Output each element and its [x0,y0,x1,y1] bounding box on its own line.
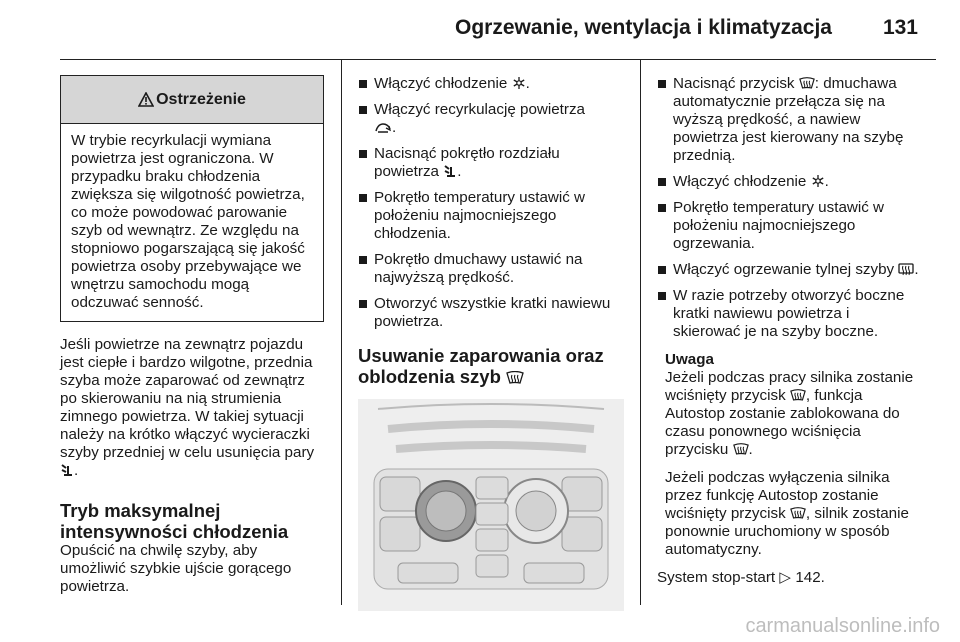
note-paragraph: Jeżeli podczas pracy silnika zostanie wciśnięty przycisk , funkcja Autostop zostanie zablokowana do czasu ponownego wciśnięcia przycisku . [665,369,914,458]
note-paragraph: Jeżeli podczas wyłączenia silnika przez funkcję Autostop zostanie wciśnięty przycisk , silnik zostanie ponownie uruchomiony w sposób automatyczny. [665,469,909,558]
windscreen-defrost-icon [790,507,806,520]
header-rule [60,59,936,60]
windscreen-defrost-icon [733,443,749,456]
list-item: Pokrętło temperatury ustawić w położeniu najmocniejszego chłodzenia. [358,189,626,243]
rear-window-heating-icon [898,263,914,276]
list-item: W razie potrzeby otworzyć boczne kratki nawiewu powietrza i skierować je na szyby boczne. [657,287,919,341]
air-distribution-icon [60,463,74,477]
section-heading: Usuwanie zaparowania oraz oblodzenia szyb [358,345,604,387]
section-heading: Tryb maksymalnej intensywności chłodzenia [60,500,289,542]
list-item: Nacisnąć pokrętło rozdziału powietrza . [358,145,626,181]
list-item: Pokrętło temperatury ustawić w położeniu najmocniejszego ogrzewania. [657,199,919,253]
climate-control-panel-image [358,399,624,611]
bullet-list [657,75,919,341]
column-2 [358,75,626,611]
cross-reference[interactable]: System stop-start ▷ 142. [657,569,825,586]
paragraph: Opuścić na chwilę szyby, aby umożliwić szybkie ujście gorącego powietrza. [60,542,292,595]
list-item: Włączyć chłodzenie . [657,173,919,191]
column-1 [60,75,324,596]
warning-header [61,76,323,124]
air-distribution-icon [443,164,457,178]
note-title: Uwaga [665,351,714,368]
page-header [0,0,960,60]
recirculation-icon [374,122,392,134]
watermark: carmanualsonline.info [745,615,940,637]
column-divider [640,60,641,605]
paragraph: Jeśli powietrze na zewnątrz pojazdu jest ciepłe i bardzo wilgotne, przednia szyba może zaparować od zewnątrz po skierowaniu na nią strumienia zimnego powietrza. W takiej sytuacji należy na krótko włączyć wycieraczki szyby przedniej w celu usunięcia pary . [60,336,315,479]
list-item: Nacisnąć przycisk : dmuchawa automatycznie przełącza się na wyższą prędkość, a nawiew powietrza jest kierowany na szybę przednią. [657,75,919,165]
windscreen-defrost-icon [506,371,524,385]
list-item: Włączyć ogrzewanie tylnej szyby . [657,261,919,279]
climate-control-panel-illustration [358,399,624,611]
windscreen-defrost-icon [799,77,815,90]
list-item: Włączyć recyrkulację powietrza . [358,101,626,137]
page-number: 131 [882,16,918,39]
snowflake-icon [811,174,825,188]
warning-text: W trybie recyrkulacji wymiana powietrza jest ograniczona. W przypadku braku chłodzenia zwiększa się wilgotność powietrza, co może powodować parowanie szyb od wewnątrz. Ze względu na stopniowo pogarszającą się jakość powietrza osoby przebywające we wnętrzu samochodu mogą odczuwać senność. [71,132,305,311]
warning-box [60,75,324,322]
bullet-list [358,75,626,331]
arrow-right-icon: ▷ [779,569,792,586]
list-item: Pokrętło dmuchawy ustawić na najwyższą prędkość. [358,251,626,287]
note-box [657,351,919,559]
list-item: Otworzyć wszystkie kratki nawiewu powietrza. [358,295,626,331]
warning-title: Ostrzeżenie [156,90,246,108]
column-divider [341,60,342,605]
windscreen-defrost-icon [790,389,806,402]
running-title: Ogrzewanie, wentylacja i klimatyzacja [454,16,832,39]
warning-triangle-icon [138,92,154,107]
list-item: Włączyć chłodzenie . [358,75,626,93]
snowflake-icon [512,76,526,90]
column-3 [657,75,919,587]
